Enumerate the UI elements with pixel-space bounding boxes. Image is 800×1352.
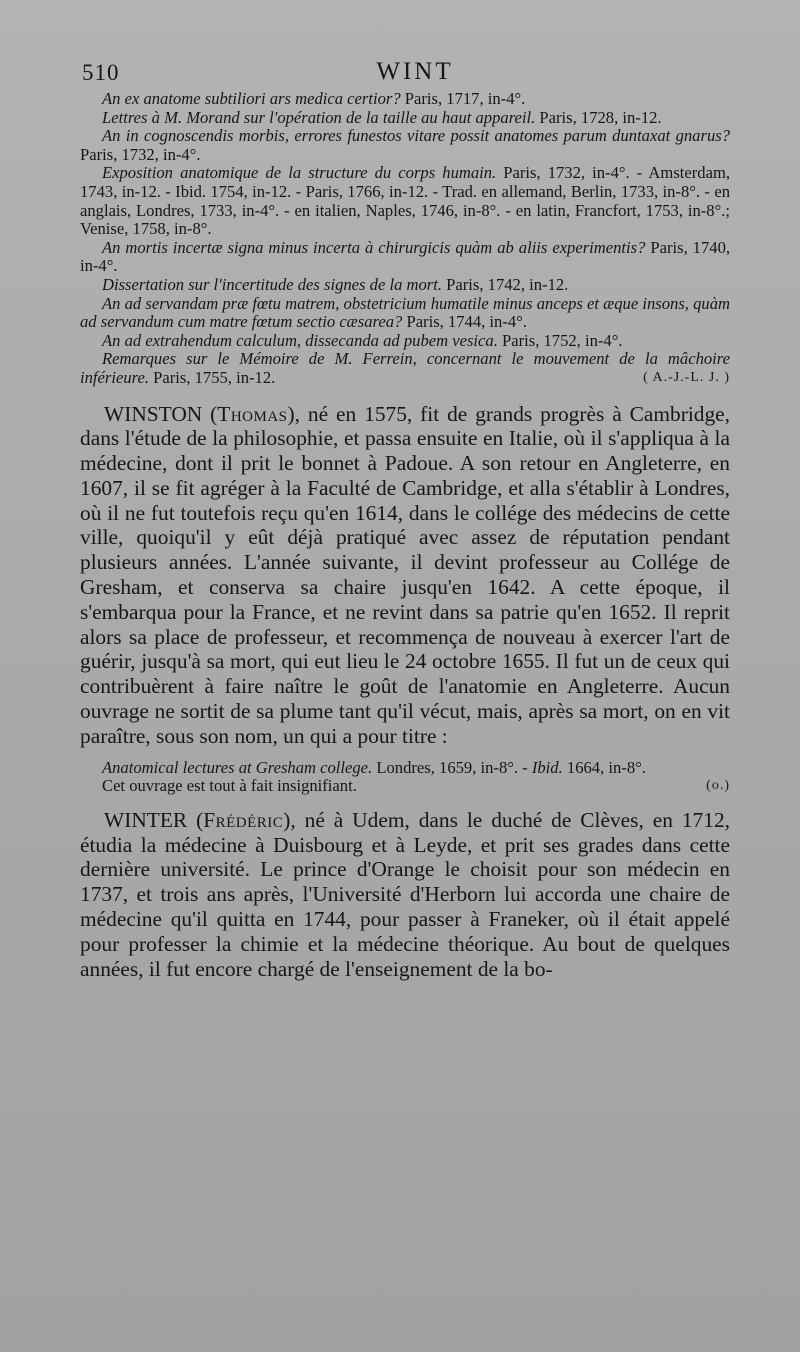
work-details: Paris, 1755, in-12. xyxy=(148,367,276,387)
work-title: Exposition anatomique de la structure du corps humain. xyxy=(102,163,497,183)
work-details: Paris, 1742, in-12. xyxy=(442,274,569,294)
author-attribution: ( A.-J.-L. J. ) xyxy=(643,369,730,385)
running-head xyxy=(80,58,730,88)
entry-first-name: Frédéric xyxy=(203,807,284,832)
work-details: Paris, 1732, in-4°. - Amsterdam, 1743, in-12. - Ibid. 1754, in-12. - Paris, 1766, in-12. - Trad. en allemand, Berlin, 1733, in-8°. - en anglais, Londres, 1733, in-4°. - en italien, Naples, 1746, in-8°. - en latin, Francfort, 1753, in-8°.; Venise, 1758, in-8°. xyxy=(80,163,730,239)
work-details: Paris, 1744, in-4°. xyxy=(402,312,527,332)
work-ibid: Ibid. xyxy=(531,757,563,777)
bibliography-item xyxy=(80,350,730,387)
page-number: 510 xyxy=(82,60,120,85)
bibliography-item xyxy=(80,109,730,128)
bibliography-item xyxy=(80,90,730,109)
entry-winston: WINSTON (Thomas), né en 1575, fit de grands progrès à Cambridge, dans l'étude de la philosophie, et passa ensuite en Italie, où il s'appliqua à la médecine, dont il prit le bonnet à Padoue. A son retour en Angleterre, en 1607, il se fit agréger à la Faculté de Cambridge, et alla s'établir à Londres, où il ne fut toutefois reçu qu'en 1614, dans le collége des médecins de cette ville, quoiqu'il y eût déjà pratiqué avec assez de réputation pendant plusieurs années. L'année suivante, il devint professeur au Collége de Gresham, et conserva sa chaire jusqu'en 1642. A cette époque, il s'embarqua pour la France, et ne revint dans sa patrie qu'en 1652. Il reprit alors sa place de professeur, et recommença de nouveau à exercer l'art de guérir, jusqu'à sa mort, qui eut lieu le 24 octobre 1655. Il fut un de ceux qui contribuèrent à faire naître le goût de l'anatomie en Angleterre. Aucun ouvrage ne sortit de sa plume tant qu'il vécut, mais, après sa mort, on en vit paraître, sous son nom, un qui a pour titre : xyxy=(80,401,730,748)
winston-works xyxy=(80,759,730,796)
bibliography-item xyxy=(80,276,730,295)
entry-text: ), né à Udem, dans le duché de Clèves, en 1712, étudia la médecine à Duisbourg et à Leyde, et prit ses grades dans cette dernière université. Le prince d'Orange le choisit pour son médecin en 1737, et trois ans après, l'Université d'Herborn lui accorda une chaire de médecine qu'il quitta en 1744, pour passer à Franeker, où il était appelé pour professer la chimie et la médecine théorique. Au bout de quelques années, il fut encore chargé de l'enseignement de la bo- xyxy=(80,807,730,981)
author-attribution: (o.) xyxy=(706,778,730,794)
work-details: Londres, 1659, in-8°. - xyxy=(372,757,532,777)
bibliography-item xyxy=(80,759,730,778)
work-title: An ex anatome subtiliori ars medica certior? xyxy=(102,89,401,108)
work-details: Paris, 1728, in-12. xyxy=(535,107,662,127)
work-details: Paris, 1752, in-4°. xyxy=(497,330,623,350)
work-title: Dissertation sur l'incertitude des signes de la mort. xyxy=(102,274,443,294)
bibliography-item xyxy=(80,332,730,351)
bibliography-item xyxy=(80,295,730,332)
work-title: An ad servandam præ fœtu matrem, obstetricium humatile minus anceps et æque insons, quàm ad servandum cum matre fœtum sectio cæsarea? xyxy=(80,293,730,332)
bibliography-note xyxy=(80,777,730,796)
bibliography-list xyxy=(80,90,730,388)
work-title: An ad extrahendum calculum, dissecanda ad pubem vesica. xyxy=(102,330,498,350)
running-title: WINT xyxy=(376,58,454,85)
bibliography-item xyxy=(80,239,730,276)
work-details: 1664, in-8°. xyxy=(562,757,646,777)
work-title: Remarques sur le Mémoire de M. Ferrein, concernant le mouvement de la mâchoire inférieure. xyxy=(80,349,730,387)
work-details: Paris, 1732, in-4°. xyxy=(80,144,201,164)
work-title: An in cognoscendis morbis, errores funestos vitare possit anatomes parum duntaxat gnarus? xyxy=(102,126,730,146)
work-details: Paris, 1740, in-4°. xyxy=(80,237,731,276)
bibliography-item xyxy=(80,164,730,238)
entry-name: WINTER xyxy=(104,807,188,832)
entry-winter: WINTER (Frédéric), né à Udem, dans le duché de Clèves, en 1712, étudia la médecine à Duisbourg et à Leyde, et prit ses grades dans cette dernière université. Le prince d'Orange le choisit pour son médecin en 1737, et trois ans après, l'Université d'Herborn lui accorda une chaire de médecine qu'il quitta en 1744, pour passer à Franeker, où il était appelé pour professer la chimie et la médecine théorique. Au bout de quelques années, il fut encore chargé de l'enseignement de la bo- xyxy=(80,807,730,981)
entry-text: ), né en 1575, fit de grands progrès à Cambridge, dans l'étude de la philosophie, et passa ensuite en Italie, où il s'appliqua à la médecine, dont il prit le bonnet à Padoue. A son retour en Angleterre, en 1607, il se fit agréger à la Faculté de Cambridge, et alla s'établir à Londres, où il ne fut toutefois reçu qu'en 1614, dans le collége des médecins de cette ville, quoiqu'il y eût déjà pratiqué avec assez de réputation pendant plusieurs années. L'année suivante, il devint professeur au Collége de Gresham, et conserva sa chaire jusqu'en 1642. A cette époque, il s'embarqua pour la France, et ne revint dans sa patrie qu'en 1652. Il reprit alors sa place de professeur, et recommença de nouveau à exercer l'art de guérir, jusqu'à sa mort, qui eut lieu le 24 octobre 1655. Il fut un de ceux qui contribuèrent à faire naître le goût de l'anatomie en Angleterre. Aucun ouvrage ne sortit de sa plume tant qu'il vécut, mais, après sa mort, on en vit paraître, sous son nom, un qui a pour titre : xyxy=(80,401,730,748)
bibliography-item xyxy=(80,127,730,164)
work-title: An mortis incertæ signa minus incerta à chirurgicis quàm ab aliis experimentis? xyxy=(102,237,646,257)
work-title: Anatomical lectures at Gresham college. xyxy=(102,757,373,777)
entry-first-name: Thomas xyxy=(217,401,288,426)
note-text: Cet ouvrage est tout à fait insignifiant. xyxy=(102,776,357,796)
entry-name: WINSTON xyxy=(104,401,203,426)
work-title: Lettres à M. Morand sur l'opération de la taille au haut appareil. xyxy=(102,107,536,127)
work-details: Paris, 1717, in-4°. xyxy=(400,89,526,108)
